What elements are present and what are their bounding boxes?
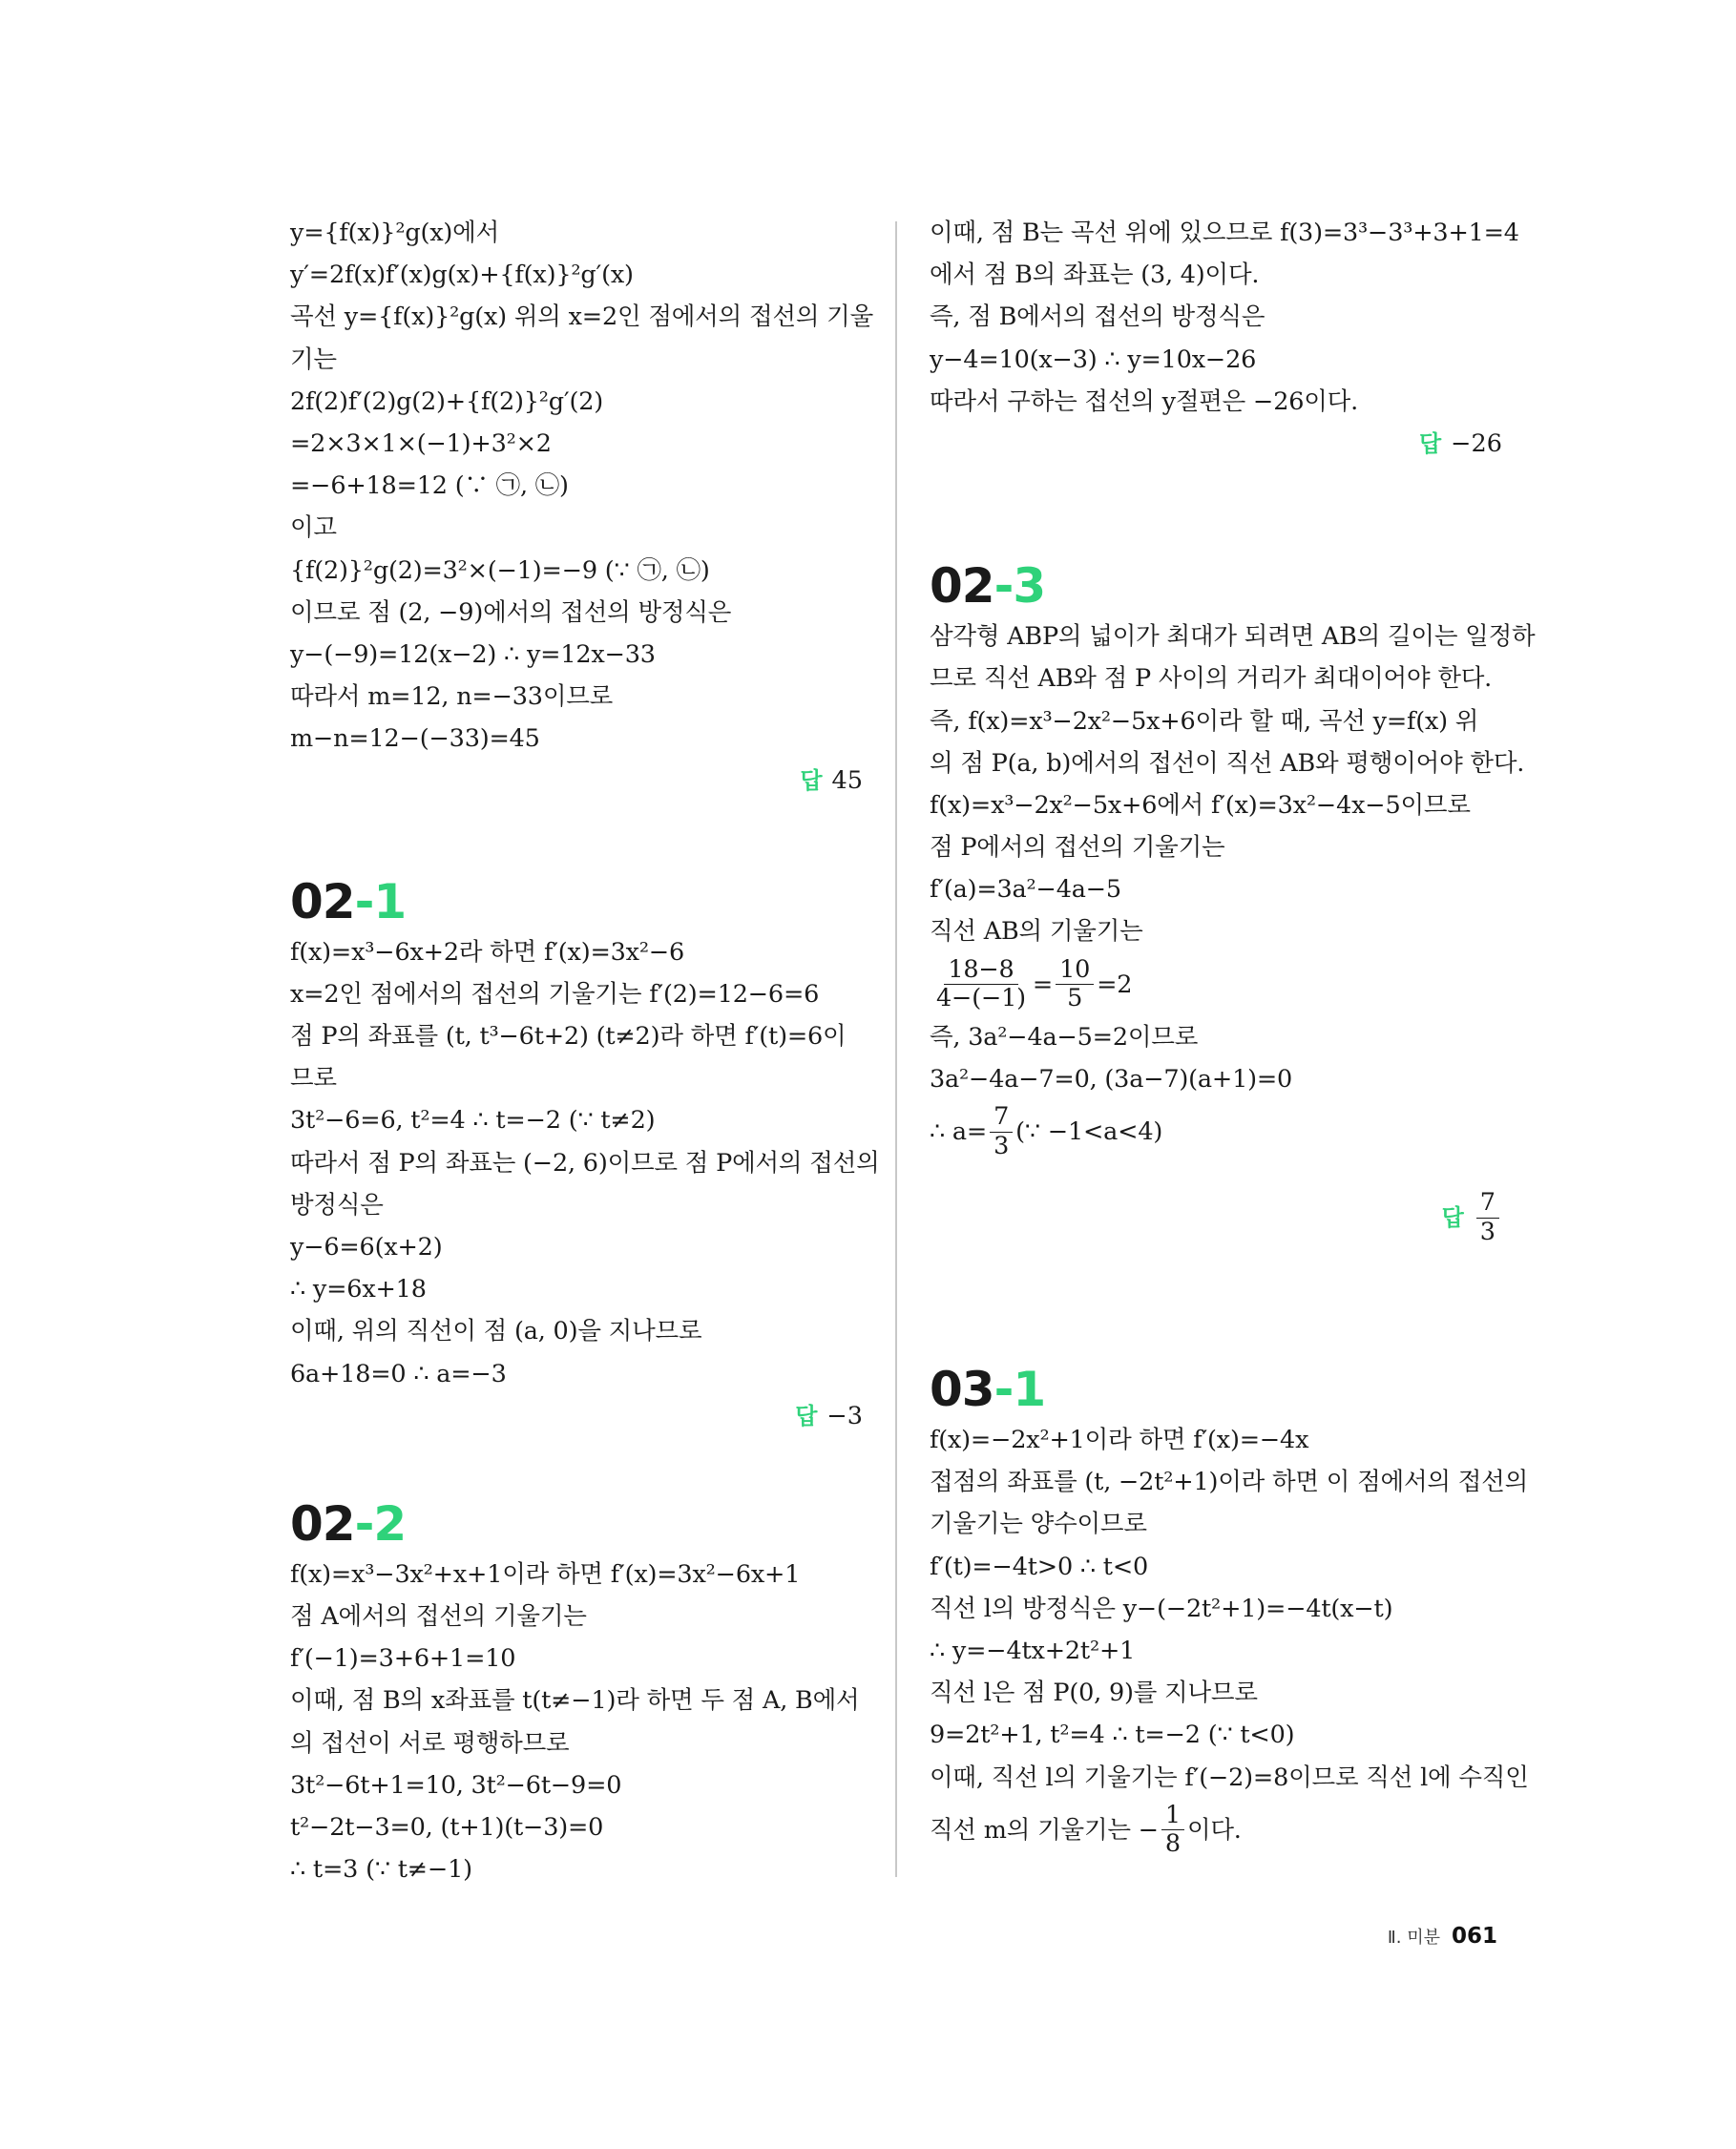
text-line: 점 P의 좌표를 (t, t³−6t+2) (t≠2)라 하면 f′(t)=6이 [290, 1022, 847, 1051]
text-line: 6a+18=0 ∴ a=−3 [290, 1359, 507, 1388]
solution-continued-block [290, 212, 874, 760]
text-line: 기울기는 양수이므로 [930, 1510, 1147, 1539]
text-line: 이때, 직선 l의 기울기는 f′(−2)=8이므로 직선 l에 수직인 [930, 1763, 1529, 1792]
text-line: 삼각형 ABP의 넓이가 최대가 되려면 AB의 길이는 일정하 [930, 622, 1536, 652]
section-heading-02-2: 02-2 [290, 1495, 407, 1552]
text-line: 이때, 위의 직선이 점 (a, 0)을 지나므로 [290, 1317, 702, 1346]
last-line: 직선 m의 기울기는 − $\frac{1}{8}$ 이다. [930, 1800, 1242, 1859]
text-line: 3t²−6t+1=10, 3t²−6t−9=0 [290, 1770, 622, 1800]
answer-fraction: $\frac{7}{3}$ [1476, 1189, 1499, 1246]
chapter-label: Ⅱ. 미분 [1387, 1928, 1440, 1948]
text-line: =2×3×1×(−1)+3²×2 [290, 428, 552, 458]
text-line: 따라서 점 P의 좌표는 (−2, 6)이므로 점 P에서의 접선의 [290, 1148, 880, 1178]
answer-mark: 답 [800, 767, 823, 795]
text-line: y={f(x)}²g(x)에서 [290, 219, 500, 247]
page-footer [1388, 1924, 1497, 1949]
text-line: 이고 [290, 513, 337, 543]
text-line: 곡선 y={f(x)}²g(x) 위의 x=2인 점에서의 접선의 기울 [290, 303, 874, 332]
text-line: t²−2t−3=0, (t+1)(t−3)=0 [290, 1813, 604, 1842]
text-line: 즉, 3a²−4a−5=2이므로 [930, 1022, 1199, 1052]
text-line: {f(2)}²g(2)=3²×(−1)=−9 (∵ ㉠, ㉡) [290, 555, 710, 585]
text-line: 직선 l의 방정식은 y−(−2t²+1)=−4t(x−t) [930, 1594, 1393, 1623]
text-line: 이므로 점 (2, −9)에서의 접선의 방정식은 [290, 597, 732, 627]
slope-equation: $\frac{18-8}{4-(-1)}$ = $\frac{10}{5}$ =2 [930, 953, 1502, 1016]
text-line: 접점의 좌표를 (t, −2t²+1)이라 하면 이 점에서의 접선의 [930, 1468, 1529, 1497]
text-line: y−4=10(x−3) ∴ y=10x−26 [930, 344, 1257, 374]
text-line: y−(−9)=12(x−2) ∴ y=12x−33 [290, 639, 656, 669]
section-heading-02-1: 02-1 [290, 873, 407, 929]
text-line: x=2인 점에서의 접선의 기울기는 f′(2)=12−6=6 [290, 979, 820, 1009]
text-line: f′(−1)=3+6+1=10 [290, 1644, 516, 1674]
result-fraction: $\frac{7}{3}$ [990, 1103, 1013, 1160]
text-line: 점 P에서의 접선의 기울기는 [930, 833, 1225, 863]
text-line: f(x)=x³−6x+2라 하면 f′(x)=3x²−6 [290, 937, 685, 967]
text-line: 즉, f(x)=x³−2x²−5x+6이라 할 때, 곡선 y=f(x) 위 [930, 706, 1479, 736]
answer-mark: 답 [1441, 1203, 1464, 1231]
text-line: 따라서 m=12, n=−33이므로 [290, 682, 614, 712]
answer-line [930, 1186, 1502, 1249]
slope-fraction-simplified: $\frac{10}{5}$ [1056, 956, 1094, 1013]
section-heading-02-3: 02-3 [930, 558, 1046, 615]
text-line: 즉, 점 B에서의 접선의 방정식은 [930, 303, 1265, 332]
text-line: 기는 [290, 344, 337, 374]
text-line: 이때, 점 B는 곡선 위에 있으므로 f(3)=3³−3³+3+1=4 [930, 219, 1519, 247]
answer-line [930, 423, 1502, 465]
left-column [290, 212, 880, 1890]
solution-03-1 [930, 1419, 1529, 1799]
page-number: 061 [1451, 1924, 1497, 1949]
right-column [930, 212, 1536, 1862]
text-line: y−6=6(x+2) [290, 1232, 443, 1262]
text-line: 므로 [290, 1064, 337, 1094]
solution-02-3 [930, 615, 1536, 953]
text-line: f′(t)=−4t>0 ∴ t<0 [930, 1552, 1149, 1581]
text-line: 의 점 P(a, b)에서의 접선이 직선 AB와 평행이어야 한다. [930, 748, 1525, 778]
text-line: 직선 AB의 기울기는 [930, 917, 1143, 947]
text-line: 따라서 구하는 접선의 y절편은 −26이다. [930, 386, 1359, 416]
section-heading-03-1: 03-1 [930, 1362, 1046, 1417]
text-line: ∴ t=3 (∵ t≠−1) [290, 1855, 472, 1885]
final-result-line: ∴ a= $\frac{7}{3}$ (∵ −1<a<4) [930, 1102, 1163, 1160]
solution-02-2-continued [930, 212, 1519, 423]
text-line: 직선 l은 점 P(0, 9)를 지나므로 [930, 1679, 1258, 1708]
answer-value: −26 [1451, 428, 1502, 458]
solution-02-3-b [930, 1016, 1502, 1100]
text-line: 의 접선이 서로 평행하므로 [290, 1728, 570, 1758]
text-line: f(x)=x³−3x²+x+1이라 하면 f′(x)=3x²−6x+1 [290, 1559, 801, 1589]
text-line: 3t²−6=6, t²=4 ∴ t=−2 (∵ t≠2) [290, 1106, 656, 1136]
text-line: f′(a)=3a²−4a−5 [930, 875, 1121, 905]
answer-value: −3 [826, 1401, 863, 1430]
text-line: 방정식은 [290, 1190, 384, 1220]
answer-mark: 답 [1418, 429, 1442, 457]
slope-fraction: $\frac{18-8}{4-(-1)}$ [936, 954, 1026, 1013]
text-line: m−n=12−(−33)=45 [290, 724, 540, 754]
answer-line [290, 760, 863, 802]
text-line: 에서 점 B의 좌표는 (3, 4)이다. [930, 261, 1260, 290]
column-divider [895, 221, 897, 1877]
answer-value: 45 [831, 766, 863, 796]
slope-fraction-m: $\frac{1}{8}$ [1161, 1802, 1184, 1859]
text-line: 9=2t²+1, t²=4 ∴ t=−2 (∵ t<0) [930, 1721, 1295, 1750]
text-line: 3a²−4a−7=0, (3a−7)(a+1)=0 [930, 1064, 1293, 1094]
text-line: f(x)=−2x²+1이라 하면 f′(x)=−4x [930, 1426, 1309, 1454]
text-line: =−6+18=12 (∵ ㉠, ㉡) [290, 471, 569, 501]
text-line: f(x)=x³−2x²−5x+6에서 f′(x)=3x²−4x−5이므로 [930, 790, 1471, 820]
text-line: y′=2f(x)f′(x)g(x)+{f(x)}²g′(x) [290, 261, 634, 290]
text-line: ∴ y=−4tx+2t²+1 [930, 1636, 1136, 1665]
solution-02-1 [290, 931, 880, 1395]
text-line: 이때, 점 B의 x좌표를 t(t≠−1)라 하면 두 점 A, B에서 [290, 1686, 860, 1716]
answer-line [290, 1395, 863, 1437]
answer-mark: 답 [795, 1402, 818, 1429]
text-line: 2f(2)f′(2)g(2)+{f(2)}²g′(2) [290, 386, 604, 416]
text-line: ∴ y=6x+18 [290, 1275, 427, 1304]
solution-02-2 [290, 1554, 863, 1891]
text-line: 므로 직선 AB와 점 P 사이의 거리가 최대이어야 한다. [930, 664, 1493, 694]
text-line: 점 A에서의 접선의 기울기는 [290, 1602, 587, 1632]
